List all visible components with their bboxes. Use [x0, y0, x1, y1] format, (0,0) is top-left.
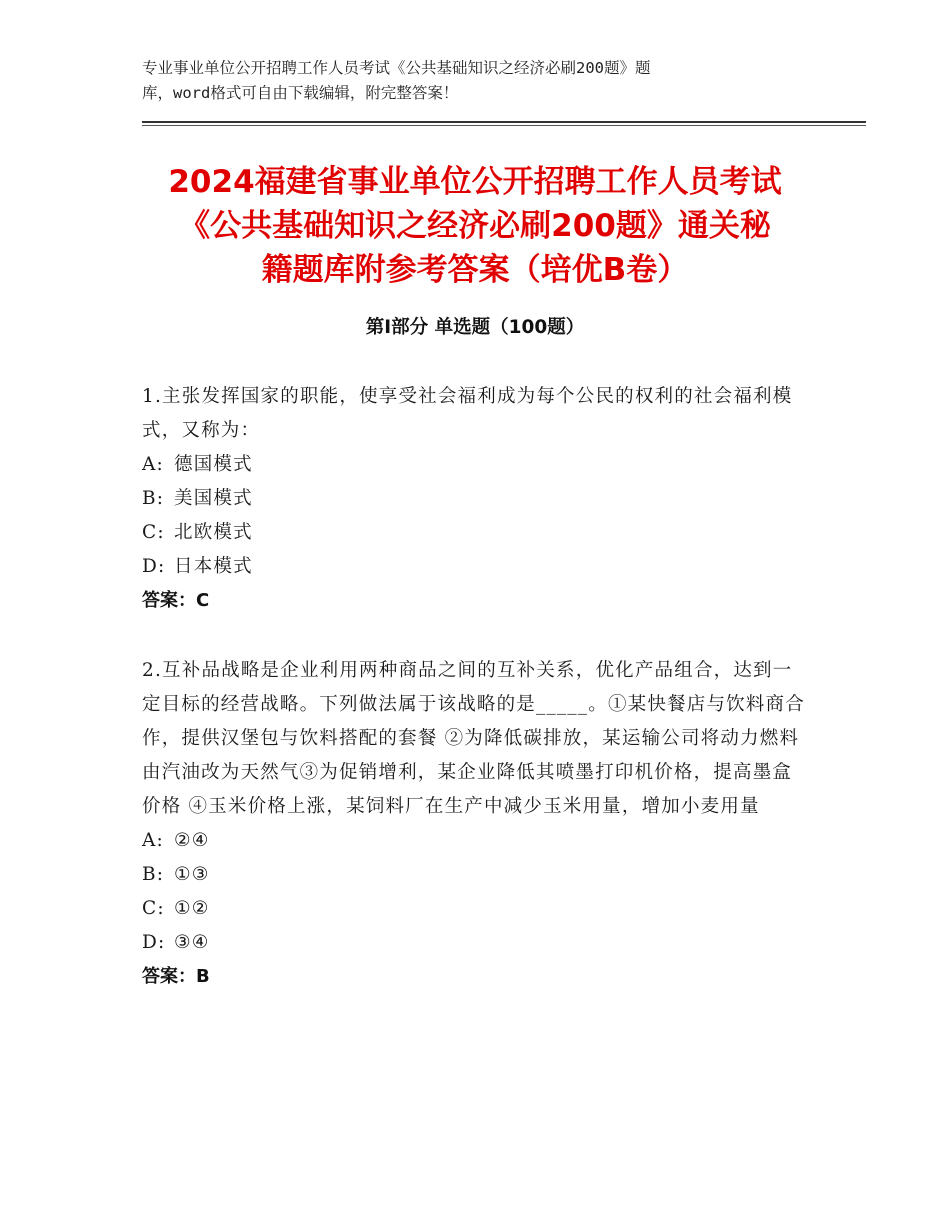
document-title	[110, 160, 840, 292]
header-divider-thick	[142, 121, 866, 123]
header-note-line-1: 专业事业单位公开招聘工作人员考试《公共基础知识之经济必刷200题》题	[142, 59, 651, 77]
option-letter: A:	[142, 454, 164, 475]
header-divider-thin	[142, 125, 866, 126]
option-letter: D:	[142, 556, 166, 577]
option-text: 德国模式	[174, 454, 253, 475]
answer-label: 答案：C	[142, 590, 210, 611]
option-a	[142, 824, 810, 858]
option-letter: C:	[142, 898, 165, 919]
option-letter: C:	[142, 522, 165, 543]
option-text: ①③	[174, 864, 210, 885]
option-text: ①②	[174, 898, 210, 919]
option-text: ③④	[174, 932, 210, 953]
option-d	[142, 550, 810, 584]
option-letter: B:	[142, 864, 165, 885]
question-2	[142, 654, 810, 994]
header-note-line-2: 库，word格式可自由下载编辑，附完整答案！	[142, 84, 459, 102]
option-letter: B:	[142, 488, 165, 509]
section-title: 第Ⅰ部分 单选题（100题）	[365, 317, 585, 338]
question-stem: 1.主张发挥国家的职能，使享受社会福利成为每个公民的权利的社会福利模式，又称为：	[142, 386, 793, 441]
option-a	[142, 448, 810, 482]
option-d	[142, 926, 810, 960]
header-note	[142, 56, 782, 106]
option-letter: D:	[142, 932, 166, 953]
option-text: 日本模式	[174, 556, 253, 577]
document-title-line-1: 2024福建省事业单位公开招聘工作人员考试	[168, 164, 782, 200]
answer-label: 答案：B	[142, 966, 210, 987]
option-letter: A:	[142, 830, 164, 851]
option-text: ②④	[174, 830, 210, 851]
question-1	[142, 380, 810, 618]
option-b	[142, 482, 810, 516]
document-title-line-3: 籍题库附参考答案（培优B卷）	[261, 252, 689, 288]
option-c	[142, 892, 810, 926]
option-b	[142, 858, 810, 892]
document-title-line-2: 《公共基础知识之经济必刷200题》通关秘	[179, 208, 771, 244]
option-text: 北欧模式	[174, 522, 253, 543]
option-text: 美国模式	[174, 488, 253, 509]
option-c	[142, 516, 810, 550]
question-stem: 2.互补品战略是企业利用两种商品之间的互补关系，优化产品组合，达到一定目标的经营战略。下列做法属于该战略的是_____。①某快餐店与饮料商合作，提供汉堡包与饮料搭配的套餐 ②为降低碳排放，某运输公司将动力燃料由汽油改为天然气③为促销增利，某企业降低其喷墨打印机价格，提高墨盒价格 ④玉米价格上涨，某饲料厂在生产中减少玉米用量，增加小麦用量	[142, 660, 805, 817]
